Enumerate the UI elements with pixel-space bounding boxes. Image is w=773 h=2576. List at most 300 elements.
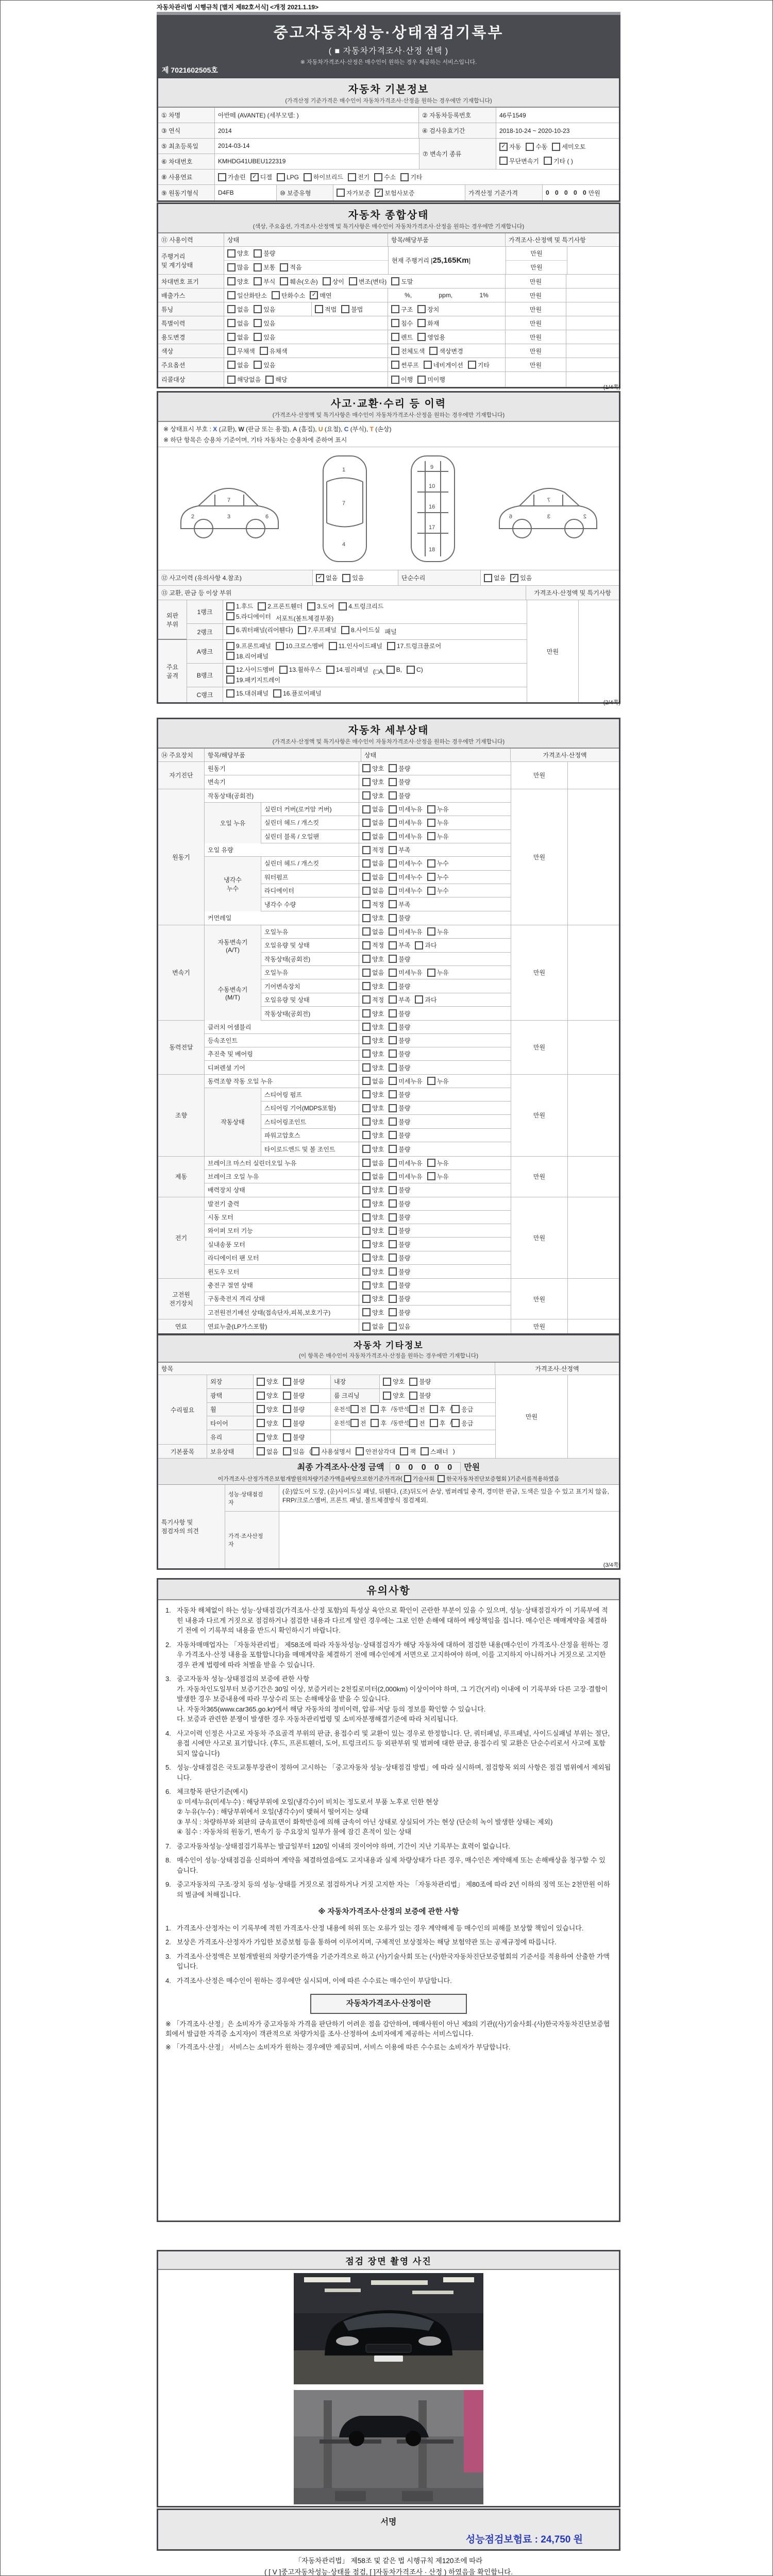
checkbox-label: 불량	[398, 1145, 411, 1153]
warranty-label: ⑩ 보증유형	[277, 185, 333, 200]
checkbox-icon	[374, 173, 382, 181]
checkbox-icon	[362, 1145, 371, 1153]
part-item-label: 등속조인트	[205, 1034, 359, 1047]
checkbox-option	[409, 1405, 425, 1414]
note-cell-empty	[568, 789, 619, 925]
part-state-options	[359, 1007, 510, 1020]
part-state-options	[359, 1129, 510, 1142]
checkbox-icon	[427, 1077, 435, 1085]
checkbox-option	[389, 995, 410, 1004]
checkbox-option	[362, 1240, 384, 1249]
notice-number: 4.	[165, 1729, 171, 1737]
checkbox-option	[277, 173, 299, 181]
checkbox-label: 없음	[372, 1173, 384, 1180]
checkbox-icon	[400, 173, 409, 181]
checkbox-icon	[389, 1104, 397, 1112]
checkbox-icon	[391, 319, 399, 327]
sub-group	[205, 925, 511, 966]
checkbox-icon	[389, 995, 397, 1004]
checkbox-label: 미세누유	[398, 969, 423, 977]
device-row	[261, 1101, 511, 1115]
sub-group-rows	[261, 925, 511, 966]
checkbox-icon	[544, 157, 552, 165]
checkbox-option	[451, 1405, 473, 1414]
rank-row	[187, 640, 527, 664]
part-item-label: 파워고압호스	[261, 1129, 359, 1142]
checkbox-icon	[389, 1063, 397, 1072]
checkbox-option	[362, 1131, 384, 1140]
checkbox-label: 부족	[398, 996, 411, 1004]
checkbox-icon	[283, 1433, 291, 1442]
checkbox-option	[226, 612, 271, 621]
legend-block	[158, 422, 619, 447]
checkbox-option	[389, 1240, 410, 1249]
checkbox-option	[389, 1131, 410, 1140]
checkbox-option	[389, 873, 422, 882]
car-diagram-area	[158, 447, 619, 570]
price-unit: 만원	[506, 358, 566, 371]
part-item-label: 라디에이터 팬 모터	[205, 1251, 359, 1264]
svg-text:9: 9	[430, 464, 433, 470]
checkbox-icon	[362, 846, 371, 854]
checkbox-icon	[362, 1036, 371, 1044]
checkbox-icon	[387, 642, 395, 650]
checkbox-label: 응급	[461, 1419, 474, 1427]
checkbox-option	[362, 1294, 384, 1303]
reg-no-value: 46루1549	[499, 112, 526, 119]
note-cell-empty	[567, 247, 619, 274]
checkbox-option	[226, 625, 293, 634]
part-state-options	[359, 884, 510, 897]
checkbox-option	[280, 263, 301, 272]
checkbox-label: 구조	[401, 306, 413, 313]
repair-item-label: 타이어	[207, 1416, 254, 1430]
usage-history-label: 리콜대상	[158, 372, 224, 387]
checkbox-label: 미세누수	[398, 887, 423, 895]
notice-item	[165, 1855, 612, 1875]
checkbox-icon	[218, 173, 226, 181]
checkbox-label: 없음	[372, 806, 384, 814]
checkbox-option	[257, 1405, 278, 1414]
repair-item-extra	[331, 1416, 495, 1430]
notice-text: 자동차 해체없이 하는 성능·상태점검(가격조사·산정 포함)의 특성상 육안으로 확인이 곤란한 부분이 있을 수 있으며, 성능·상태점검자가 이 기록부에 적힌 내용과 다르게 거짓으로 점검하거나 점검한 내용과 다르게 알린 경우에는 그로 인한 손해에 대하여 배상책임을 집니다. 매수인은 매매계약을 체결하기 전에 이 기록부의 내용을 반드시 확인하시기 바랍니다.	[177, 1606, 608, 1634]
price-definition-note: ※ 「가격조사·산정」은 소비자가 중고자동차 가격을 판단하기 어려운 점을 감안하여, 매매사원이 아닌 제3의 기관((사)기술사회·(사)한국자동차진단보증협회에서 발급한 자격증 소지자)이 객관적으로 차량가치를 조사·산정하여 소비자에게 제공하는 서비스입니다.	[165, 2020, 610, 2038]
checkbox-icon	[350, 1405, 359, 1413]
final-price-band	[158, 1459, 619, 1485]
checkbox-icon	[383, 1378, 391, 1386]
checkbox-label: 하이브리드	[313, 174, 343, 181]
part-item-label: 오일 유량	[205, 843, 359, 856]
checkbox-checked-icon: ✓	[510, 574, 518, 582]
checkbox-label: 있음	[263, 361, 276, 369]
checkbox-label: 5.라디에이터	[236, 613, 271, 620]
note-cell-empty	[568, 1375, 619, 1458]
checkbox-icon	[389, 1117, 397, 1126]
checkbox-label: 불량	[293, 1392, 305, 1400]
checkbox-label: 적정	[372, 996, 384, 1004]
checkbox-icon	[342, 574, 350, 582]
device-row	[261, 884, 511, 897]
checkbox-icon	[339, 602, 347, 611]
checkbox-option	[427, 1172, 449, 1181]
checkbox-icon	[283, 1447, 291, 1455]
checkbox-label: 양호	[266, 1434, 279, 1442]
checkbox-option	[362, 1199, 384, 1208]
checkbox-option	[389, 1077, 422, 1086]
checkbox-icon	[389, 955, 397, 963]
checkbox-label: 과다	[425, 996, 437, 1004]
part-state-options	[359, 1047, 510, 1060]
base-price-value	[543, 185, 619, 200]
checkbox-icon	[362, 1023, 371, 1031]
device-group	[158, 762, 619, 789]
checkbox-label: 없음	[237, 306, 249, 313]
checkbox-icon	[362, 955, 371, 963]
text: 기준서를	[510, 1476, 532, 1482]
checkbox-icon	[362, 1240, 371, 1248]
notice-text: 중고자동차성능·상태점검기록부는 발급일부터 120일 이내의 것이어야 하며, 기간이 지난 기록부는 효력이 없습니다.	[177, 1842, 511, 1850]
checkbox-option	[362, 805, 384, 814]
text: 운전석	[334, 1406, 350, 1413]
checkbox-label: 많음	[237, 264, 249, 272]
checkbox-option	[389, 1009, 410, 1018]
checkbox-icon	[337, 189, 345, 197]
price-guarantee-item	[165, 1923, 612, 1934]
section-title: 자동차 종합상태	[348, 210, 429, 221]
checkbox-label: 세미오토	[562, 143, 586, 151]
checkbox-icon	[362, 778, 371, 786]
checkbox-label: 11.인사이드패널	[338, 642, 382, 650]
part-item-label: 스티어링조인트	[261, 1115, 359, 1128]
car-side-view-diagram	[172, 465, 288, 552]
notice-text: 매수인이 성능·상태점검을 신뢰하여 계약을 체결하였음에도 고지내용과 실제 차량상태가 다른 경우, 매수인은 계약해제 또는 손해배상을 청구할 수 있습니다.	[177, 1856, 606, 1874]
checkbox-label: 양호	[372, 914, 384, 922]
checkbox-label: 양호	[237, 250, 249, 258]
checkbox-icon	[362, 1295, 371, 1303]
checkbox-option	[389, 900, 410, 909]
detail-col-headers	[158, 749, 619, 762]
basic-items-label: 기본품목	[158, 1445, 207, 1458]
notice-number: 2.	[165, 1640, 171, 1649]
text: /	[391, 1420, 393, 1427]
checkbox-icon	[283, 1405, 291, 1413]
item-cell	[388, 344, 506, 358]
checkbox-option	[362, 1049, 384, 1058]
accident-history-options	[313, 570, 398, 585]
checkbox-label: 불량	[398, 1064, 411, 1072]
remarks-block	[158, 1485, 619, 1568]
checkbox-label: 양호	[372, 1131, 384, 1139]
repair-row	[207, 1416, 495, 1430]
checkbox-label: 양호	[372, 1187, 384, 1194]
device-group-label: 원동기	[158, 789, 205, 925]
checkbox-label: 후	[380, 1405, 387, 1413]
part-state-options	[359, 1292, 510, 1305]
device-row	[205, 762, 511, 775]
checkbox-icon	[254, 319, 262, 327]
checkbox-icon	[362, 1009, 371, 1018]
notice-number: 6.	[165, 1788, 171, 1795]
checkbox-option	[356, 1447, 395, 1456]
device-row	[205, 1034, 511, 1047]
checkbox-icon	[348, 173, 356, 181]
remarks-rows	[225, 1485, 619, 1568]
checkbox-icon	[389, 900, 397, 908]
rank-row	[187, 687, 527, 702]
part-state-options	[359, 939, 510, 952]
checkbox-option	[389, 1023, 410, 1031]
part-state-options	[359, 843, 510, 856]
svg-text:2: 2	[191, 514, 194, 520]
state-options	[224, 358, 388, 371]
part-item-label: 커먼레일	[205, 911, 359, 925]
price-col-label: 가격조사·산정액 및 특기사항	[526, 586, 619, 600]
checkbox-option	[389, 845, 410, 854]
inspection-label: ④ 검사유효기간	[419, 123, 496, 138]
section-subtitle: (가격산정 기준가격은 매수인이 자동차가격조사·산정을 원하는 경우에만 기재합니다)	[285, 98, 492, 104]
part-item-label: 워터펌프	[261, 871, 359, 884]
part-item-label: 브레이크 오일 누유	[205, 1170, 359, 1183]
summary-row	[158, 330, 619, 344]
part-item-label: 작동상태(공회전)	[205, 789, 359, 802]
repair-row	[207, 1430, 495, 1444]
price-unit: 만원	[506, 330, 566, 344]
checkbox-icon	[389, 1131, 397, 1139]
section-header	[158, 1335, 619, 1363]
checkbox-icon	[391, 333, 399, 341]
text: 동반석	[393, 1406, 410, 1413]
checkbox-icon	[362, 887, 371, 895]
part-state-options	[359, 993, 510, 1006]
checkbox-option	[362, 1267, 384, 1276]
device-row	[205, 1319, 511, 1333]
checkbox-icon	[273, 689, 281, 698]
checkbox-label: 없음	[372, 860, 384, 868]
checkbox-option	[389, 1063, 410, 1072]
checkbox-label: 불량	[398, 1131, 411, 1139]
notice-text: 중고자동차의 구조·장치 등의 성능·상태를 거짓으로 점검하거나 거짓 고지한 자는 「자동차관리법」 제80조에 따라 2년 이하의 징역 또는 2천만원 이하의 벌금에 처해집니다.	[177, 1880, 610, 1899]
notice-item	[165, 1762, 612, 1783]
checkbox-option	[362, 1145, 384, 1154]
repair-item-label-2: 룸 크리닝	[331, 1389, 380, 1402]
svg-text:17: 17	[428, 524, 435, 531]
checkbox-label: 일산화탄소	[237, 292, 267, 299]
device-group-label: 연료	[158, 1319, 205, 1333]
checkbox-icon	[362, 1077, 371, 1085]
repair-item-label: 광택	[207, 1389, 254, 1402]
checkbox-option	[391, 375, 413, 384]
part-item-label: 오일누유	[261, 966, 359, 979]
checkbox-icon	[362, 859, 371, 868]
checkbox-option	[283, 1391, 305, 1400]
part-state-options	[359, 775, 510, 789]
checkbox-option	[391, 305, 413, 314]
svg-text:7: 7	[547, 497, 550, 503]
device-row	[205, 1306, 511, 1319]
checkbox-label: 7.루프패널	[307, 626, 337, 634]
checkbox-label: 미세누수	[398, 873, 423, 881]
checkbox-option	[427, 968, 449, 977]
rank-rows	[187, 600, 527, 702]
checkbox-icon	[362, 1323, 371, 1331]
checkbox-icon	[417, 376, 426, 384]
rank-item-line	[226, 602, 524, 612]
checkbox-icon	[254, 249, 262, 258]
item-options	[388, 302, 506, 316]
section-subtitle: (색상, 주요옵션, 가격조사·산정액 및 특기사항은 매수인이 자동차가격조사·산정을 원하는 경우에만 기재합니다)	[253, 224, 525, 230]
checkbox-icon	[409, 1378, 417, 1386]
checkbox-option	[362, 1090, 384, 1099]
checkbox-label: 전체도색	[401, 347, 425, 355]
checkbox-option	[276, 641, 324, 650]
checkbox-label: 기타	[410, 174, 423, 181]
checkbox-label: 양호	[372, 1023, 384, 1031]
part-state-options	[359, 1319, 510, 1333]
state-options	[224, 275, 506, 288]
checkbox-icon	[389, 859, 397, 868]
notice-text: 가격조사·산정은 매수인이 원하는 경우에만 실시되며, 이에 따른 수수료는 매수인이 부담합니다.	[177, 1976, 452, 1985]
rank-label: 2랭크	[187, 624, 223, 639]
checkbox-option	[316, 573, 338, 582]
checkbox-icon	[415, 941, 423, 950]
checkbox-option	[427, 818, 449, 827]
device-row	[205, 1075, 511, 1088]
rank-item-line	[226, 675, 524, 686]
remarks-author: 성능·상태점검 자	[225, 1485, 279, 1511]
note-cell-empty	[568, 1021, 619, 1075]
document-subtitle: ( ■ 자동차가격조사·산정 선택 )	[328, 47, 449, 56]
checkbox-option	[362, 1063, 384, 1072]
checkbox-label: 13.휠하우스	[289, 666, 322, 673]
checkbox-checked-icon: ✓	[499, 143, 508, 151]
device-group	[158, 1075, 619, 1156]
checkbox-icon	[415, 995, 423, 1004]
device-row	[205, 1224, 511, 1238]
usage-history-label: 배출가스	[158, 289, 224, 302]
checkbox-label: 불량	[398, 778, 411, 786]
checkbox-label: 도말	[401, 278, 413, 285]
part-item-label: 발전기 출력	[205, 1197, 359, 1210]
text: 서포트(볼트체결부품)	[275, 615, 334, 622]
checkbox-icon	[391, 347, 399, 355]
checkbox-option	[375, 189, 414, 197]
part-state-options	[359, 762, 510, 775]
checkbox-label: 16.플로어패널	[283, 690, 322, 697]
device-row	[205, 1183, 511, 1197]
checkbox-icon	[421, 1447, 429, 1455]
checkbox-option	[337, 189, 370, 197]
checkbox-option	[389, 818, 422, 827]
checkbox-option	[362, 1036, 384, 1045]
accident-history-row	[158, 570, 619, 586]
checkbox-label: 불량	[293, 1378, 305, 1386]
checkbox-label: 불량	[398, 1282, 411, 1290]
summary-row	[158, 344, 619, 358]
text: /	[450, 1420, 452, 1427]
checkbox-label: B,	[396, 666, 402, 673]
repair-item-extra	[331, 1430, 495, 1444]
checkbox-option	[427, 886, 449, 895]
section-inspection-photos	[157, 2250, 620, 2507]
notice-number: 7.	[165, 1842, 171, 1850]
checkbox-icon	[254, 263, 262, 272]
remarks-row	[225, 1512, 619, 1568]
checkbox-label: 전	[419, 1405, 425, 1413]
repair-rows	[207, 1375, 495, 1444]
checkbox-label: 불량	[419, 1392, 431, 1400]
year-value: 2014	[215, 123, 419, 138]
price-unit: 만원	[511, 925, 568, 1020]
text: 패널	[384, 628, 397, 636]
checkbox-option	[280, 277, 317, 286]
part-item-label: 고전원전기배선 상태(접속단자,피복,보호기구)	[205, 1306, 359, 1319]
remarks-text: (운)앞도어 도장, (운)사이드실 패널, 뒤휀다, (조)뒤도어 손상, 범퍼레일 충격, 경미한 판금, 도색은 있을 수 있고 표기치 않음, FRP/크로스멤버, 프론트 패널, 볼트체결방식 점검제외.	[282, 1488, 609, 1504]
checkbox-icon	[227, 333, 236, 341]
part-item-label: 충전구 절연 상태	[205, 1279, 359, 1292]
checkbox-option	[227, 263, 249, 272]
repair-item-options	[254, 1389, 331, 1402]
checkbox-icon	[362, 1186, 371, 1194]
checkbox-label: 불량	[398, 765, 411, 772]
checkbox-option	[341, 625, 380, 634]
checkbox-icon	[254, 333, 262, 341]
notice-number: 4.	[165, 1976, 171, 1985]
part-item-label: 오일누유	[261, 925, 359, 938]
vin-value: KMHDG41UBEU122319	[218, 158, 286, 165]
checkbox-label: 없음	[372, 887, 384, 895]
checkbox-icon	[326, 666, 334, 674]
checkbox-icon	[389, 805, 397, 814]
price-unit: 만원	[506, 289, 566, 302]
checkbox-label: 불량	[398, 1010, 411, 1018]
checkbox-icon	[389, 764, 397, 772]
checkbox-icon	[404, 1475, 411, 1482]
device-group	[158, 925, 619, 1021]
checkbox-label: 불량	[398, 1309, 411, 1316]
notice-text: 체크항목 판단기준(예시) ① 미세누유(미세누수) : 해당부위에 오일(냉각수)이 비치는 정도로서 부품 노후로 인한 현상 ② 누유(누수) : 해당부위에서 오일(냉각수)이 맺혀서 떨어지는 상태 ③ 부식 : 차량하부와 외판의 금속표면이 화학반응에 의해 금속이 아닌 상태로 상실되어 가는 현상 (단순히 녹이 발생한 상태는 제외) ④ 침수 : 자동차의 원동기, 변속기 등 주요장치 일부가 물에 잠긴 흔적이 있는 상태	[177, 1788, 553, 1836]
part-state-options	[359, 830, 510, 843]
checkbox-option	[362, 832, 384, 841]
checkbox-option	[389, 1117, 410, 1126]
summary-col-header: 가격조사·산정액 및 특기사항	[506, 233, 618, 246]
repair-group	[158, 1375, 495, 1445]
part-item-label: 동력조향 작동 오일 누유	[205, 1075, 359, 1087]
checkbox-label: 자가보증	[346, 189, 371, 197]
checkbox-option	[254, 263, 275, 272]
checkbox-label: 불량	[293, 1405, 305, 1413]
checkbox-icon	[329, 642, 337, 650]
part-item-label: 실내송풍 모터	[205, 1238, 359, 1250]
text: (요철),	[323, 426, 344, 433]
device-row	[261, 925, 511, 939]
price-unit: 만원	[506, 275, 566, 288]
checkbox-option	[315, 305, 337, 314]
checkbox-icon	[389, 969, 397, 977]
car-underbody-diagram	[402, 451, 464, 567]
checkbox-label: 썬루프	[401, 361, 419, 369]
checkbox-option	[362, 982, 384, 991]
price-unit: 만원	[511, 762, 568, 789]
part-state-options	[359, 1157, 510, 1170]
checkbox-option	[279, 665, 322, 674]
text: 차량기준가액을	[307, 1476, 346, 1482]
checkbox-label: 있음	[352, 574, 364, 582]
checkbox-option	[348, 173, 369, 181]
state-options	[224, 372, 388, 387]
part-item-label: 원동기	[205, 762, 359, 775]
checkbox-option	[391, 333, 413, 342]
checkbox-option	[409, 1419, 425, 1428]
